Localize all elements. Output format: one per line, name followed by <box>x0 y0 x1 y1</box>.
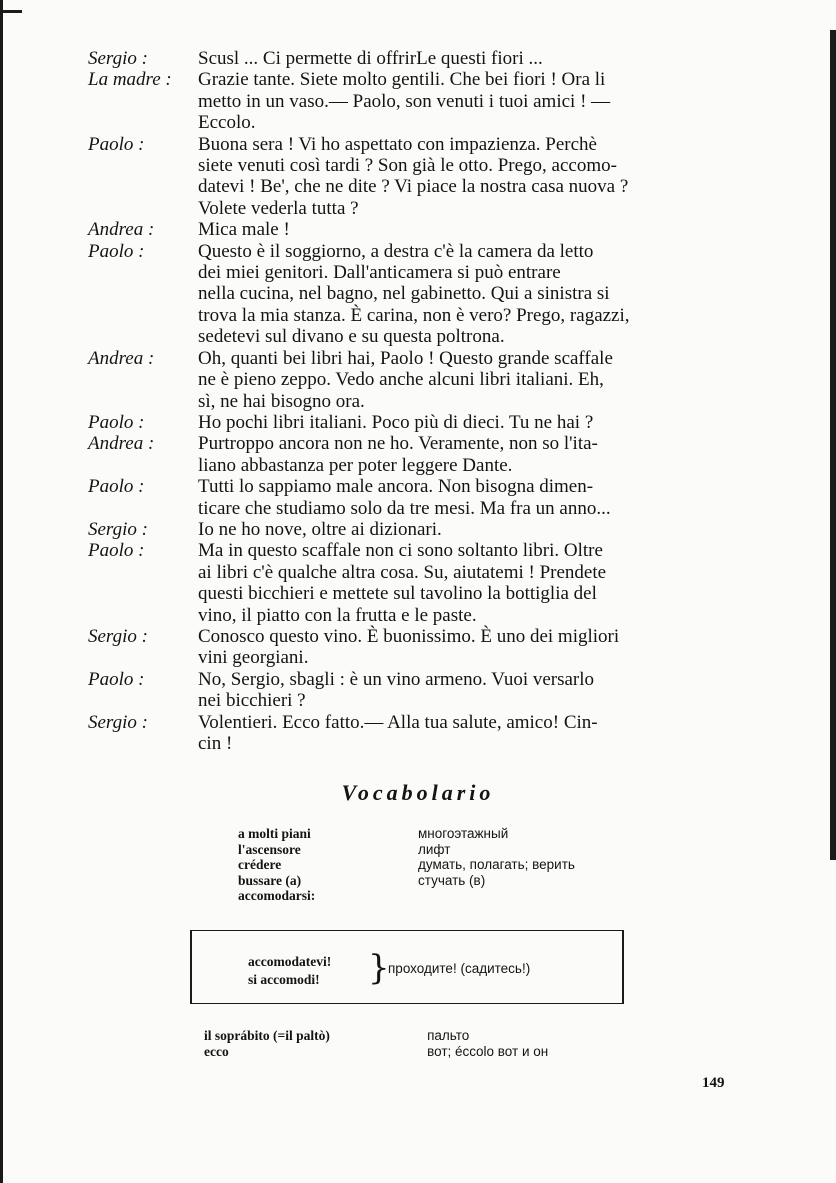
dialogue-line <box>88 219 728 240</box>
dialogue-line <box>88 733 728 754</box>
vocab-russian: пальто <box>427 1028 470 1043</box>
vocab-italian: il soprábito (=il paltò) <box>204 1028 330 1043</box>
speaker-name <box>88 605 198 626</box>
vocab-russian: лифт <box>418 841 451 857</box>
dialogue-text: nei bicchieri ? <box>198 690 306 712</box>
dialogue-text: datevi ! Be', che ne dite ? Vi piace la nostra casa nuova ? <box>198 176 629 198</box>
vocab-entry <box>238 873 658 889</box>
page-number: 149 <box>702 1075 725 1091</box>
dialogue-line <box>88 391 728 412</box>
dialogue-line <box>88 562 728 583</box>
dialogue-line <box>88 155 728 176</box>
box-italian-line: si accomodi! <box>248 972 320 987</box>
speaker-name <box>88 176 198 197</box>
vocab-russian: многоэтажный <box>418 826 509 841</box>
dialogue-line <box>88 283 728 304</box>
page-edge-right <box>830 30 836 860</box>
dialogue-line <box>88 433 728 454</box>
speaker-name <box>88 391 198 412</box>
vocab-italian: crédere <box>238 857 282 873</box>
dialogue-text: Volentieri. Ecco fatto.— Alla tua salute, amico! Cin- <box>198 711 598 733</box>
speaker-name: Andrea : <box>88 433 155 455</box>
speaker-name <box>88 562 198 583</box>
speaker-name: Paolo : <box>88 133 145 155</box>
page-edge-left <box>0 0 12 1183</box>
speaker-name: Andrea : <box>88 347 155 369</box>
speaker-name <box>88 690 198 711</box>
dialogue-text: dei miei genitori. Dall'anticamera si può entrare <box>198 262 561 284</box>
dialogue-line <box>88 455 728 476</box>
dialogue-line <box>88 476 728 497</box>
dialogue-text: Ma in questo scaffale non ci sono soltanto libri. Oltre <box>198 540 603 562</box>
dialogue-text: vini georgiani. <box>198 647 309 669</box>
vocab-entry <box>238 857 658 873</box>
dialogue-line <box>88 369 728 390</box>
speaker-name <box>88 283 198 304</box>
speaker-name <box>88 733 198 754</box>
dialogue-text: cin ! <box>198 733 233 754</box>
speaker-name <box>88 498 198 519</box>
dialogue-text: liano abbastanza per poter leggere Dante. <box>198 454 513 476</box>
dialogue-text: Scusl ... Ci permette di offrirLe questi fiori ... <box>198 48 543 69</box>
speaker-name <box>88 583 198 604</box>
vocab-italian: bussare (a) <box>238 872 302 888</box>
speaker-name: Paolo : <box>88 411 145 433</box>
speaker-name: Sergio : <box>88 518 148 540</box>
dialogue-line <box>88 540 728 561</box>
vocab-entry <box>238 888 658 904</box>
speaker-name <box>88 198 198 219</box>
dialogue-text: Oh, quanti bei libri hai, Paolo ! Questo grande scaffale <box>198 347 613 369</box>
dialogue-line <box>88 48 728 69</box>
dialogue-line <box>88 326 728 347</box>
speaker-name: Sergio : <box>88 711 148 733</box>
dialogue-text: Conosco questo vino. È buonissimo. È uno dei migliori <box>198 625 620 647</box>
dialogue-line <box>88 176 728 197</box>
box-russian: проходите! (садитесь!) <box>388 961 531 976</box>
dialogue <box>88 48 728 754</box>
speaker-name <box>88 326 198 347</box>
dialogue-line <box>88 626 728 647</box>
dialogue-text: siete venuti così tardi ? Son già le otto. Prego, accomo- <box>198 155 617 177</box>
box-italian <box>248 953 331 989</box>
speaker-name: Andrea : <box>88 219 155 241</box>
vocab-italian: a molti piani <box>238 826 311 841</box>
vocab-russian: стучать (в) <box>418 872 486 888</box>
dialogue-text: ticare che studiamo solo da tre mesi. Ma fra un anno... <box>198 497 611 519</box>
dialogue-line <box>88 241 728 262</box>
dialogue-line <box>88 519 728 540</box>
speaker-name: Sergio : <box>88 625 148 647</box>
speaker-name <box>88 647 198 668</box>
dialogue-text: Mica male ! <box>198 219 290 241</box>
dialogue-line <box>88 605 728 626</box>
vocab-russian: вот; éccolo вот и он <box>427 1043 549 1059</box>
speaker-name: Paolo : <box>88 240 145 262</box>
dialogue-line <box>88 583 728 604</box>
speaker-name <box>88 112 198 133</box>
dialogue-text: sedetevi sul divano e su questa poltrona. <box>198 326 505 348</box>
dialogue-line <box>88 412 728 433</box>
dialogue-text: Eccolo. <box>198 112 256 134</box>
vocabulary-box <box>190 930 624 1004</box>
dialogue-text: nella cucina, nel bagno, nel gabinetto. Qui a sinistra si <box>198 283 610 305</box>
vocab-russian <box>418 888 658 904</box>
vocab-italian: accomodarsi: <box>238 888 316 904</box>
dialogue-line <box>88 348 728 369</box>
vocab-italian: l'ascensore <box>238 841 301 857</box>
dialogue-line <box>88 69 728 90</box>
dialogue-line <box>88 669 728 690</box>
speaker-name <box>88 455 198 476</box>
dialogue-text: ne è pieno zeppo. Vedo anche alcuni libri italiani. Eh, <box>198 369 604 391</box>
brace-glyph: } <box>368 948 390 988</box>
dialogue-text: vino, il piatto con la frutta e le paste. <box>198 604 477 626</box>
dialogue-text: Tutti lo sappiamo male ancora. Non bisogna dimen- <box>198 476 594 498</box>
vocab-entry <box>204 1044 664 1060</box>
dialogue-line <box>88 134 728 155</box>
dialogue-text: Buona sera ! Vi ho aspettato con impazienza. Perchè <box>198 133 597 155</box>
dialogue-line <box>88 712 728 733</box>
dialogue-line <box>88 498 728 519</box>
dialogue-text: No, Sergio, sbagli : è un vino armeno. Vuoi versarlo <box>198 668 595 690</box>
speaker-name <box>88 305 198 326</box>
box-italian-line: accomodatevi! <box>248 954 332 969</box>
dialogue-line <box>88 91 728 112</box>
vocabulary-heading: Vocabolario <box>341 780 495 805</box>
speaker-name: Paolo : <box>88 476 145 498</box>
vocab-entry <box>238 842 658 858</box>
dialogue-line <box>88 647 728 668</box>
vocab-italian: ecco <box>204 1043 229 1059</box>
dialogue-line <box>88 112 728 133</box>
vocab-entry <box>204 1028 664 1044</box>
dialogue-text: Volete vederla tutta ? <box>198 197 359 219</box>
dialogue-line <box>88 690 728 711</box>
vocabulary-list <box>238 826 658 904</box>
dialogue-text: trova la mia stanza. È carina, non è vero? Prego, ragazzi, <box>198 304 630 326</box>
dialogue-line <box>88 305 728 326</box>
speaker-name: Paolo : <box>88 668 145 690</box>
dialogue-text: Grazie tante. Siete molto gentili. Che bei fiori ! Ora li <box>198 69 606 91</box>
dialogue-text: sì, ne hai bisogno ora. <box>198 390 365 412</box>
dialogue-text: metto in un vaso.— Paolo, son venuti i tuoi amici ! — <box>198 90 611 112</box>
speaker-name: La madre : <box>88 69 172 91</box>
speaker-name: Paolo : <box>88 540 145 562</box>
dialogue-text: questi bicchieri e mettete sul tavolino la bottiglia del <box>198 583 597 605</box>
dialogue-text: Io ne ho nove, oltre ai dizionari. <box>198 518 442 540</box>
speaker-name <box>88 262 198 283</box>
vocab-entry <box>238 826 658 842</box>
dialogue-text: ai libri c'è qualche altra cosa. Su, aiutatemi ! Prendete <box>198 561 607 583</box>
speaker-name: Sergio : <box>88 48 148 69</box>
dialogue-text: Questo è il soggiorno, a destra c'è la camera da letto <box>198 240 594 262</box>
speaker-name <box>88 369 198 390</box>
dialogue-text: Purtroppo ancora non ne ho. Veramente, non so l'ita- <box>198 433 598 455</box>
dialogue-line <box>88 198 728 219</box>
speaker-name <box>88 155 198 176</box>
dialogue-line <box>88 262 728 283</box>
vocab-russian: думать, полагать; верить <box>418 857 575 873</box>
vocabulary-list-2 <box>204 1028 664 1059</box>
speaker-name <box>88 91 198 112</box>
dialogue-text: Ho pochi libri italiani. Poco più di dieci. Tu ne hai ? <box>198 411 594 433</box>
